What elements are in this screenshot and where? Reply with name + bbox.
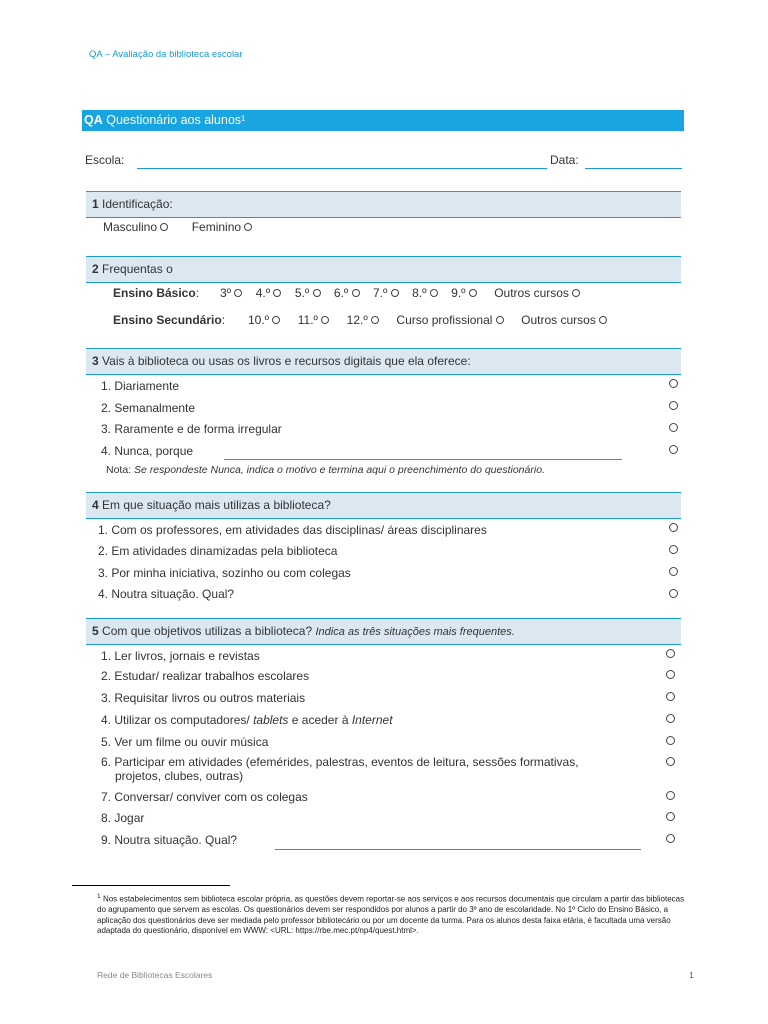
page-number: 1 (689, 970, 694, 980)
radio-outros-secundario[interactable] (599, 316, 607, 324)
radio-s5-7[interactable] (666, 791, 675, 800)
option-outros-basico: Outros cursos (494, 286, 569, 300)
radio-masculino[interactable] (160, 223, 168, 231)
radio-s3-1[interactable] (669, 379, 678, 388)
list-item: 9. Noutra situação. Qual? (101, 833, 238, 847)
document-header: QA – Avaliação da biblioteca escolar (89, 49, 243, 60)
radio-10[interactable] (272, 316, 280, 324)
list-item: 3. Requisitar livros ou outros materiais (101, 691, 306, 705)
section-4-title: Em que situação mais utilizas a biblioteca? (102, 498, 331, 512)
ensino-basico-label: Ensino Básico (113, 286, 196, 300)
radio-outros-basico[interactable] (572, 289, 580, 297)
ensino-secundario-label: Ensino Secundário (113, 313, 222, 327)
option-feminino-label: Feminino (191, 220, 242, 234)
footnote (97, 892, 687, 937)
section-1-number: 1 (92, 197, 99, 211)
note-text: Se respondeste Nunca, indica o motivo e termina aqui o preenchimento do questionário. (134, 464, 545, 476)
list-item: 7. Conversar/ conviver com os colegas (101, 790, 308, 804)
radio-s4-4[interactable] (669, 589, 678, 598)
section-1-header (86, 191, 681, 218)
radio-s5-9[interactable] (666, 834, 675, 843)
form-code: QA (84, 113, 103, 127)
radio-11[interactable] (321, 316, 329, 324)
radio-s5-3[interactable] (666, 692, 675, 701)
escola-input-line[interactable] (137, 168, 547, 169)
footer-org: Rede de Bibliotecas Escolares (97, 970, 213, 980)
ensino-secundario-row: Ensino Secundário: (113, 313, 226, 327)
section-4-header (86, 492, 681, 519)
option-6: 6.º (333, 286, 349, 300)
radio-s5-5[interactable] (666, 736, 675, 745)
list-item: 2. Estudar/ realizar trabalhos escolares (101, 669, 310, 683)
item4-text-a: 4. Utilizar os computadores/ (101, 713, 250, 727)
nunca-reason-input-line[interactable] (224, 459, 622, 460)
section-2-number: 2 (92, 262, 99, 276)
section-3-header (86, 348, 681, 375)
radio-s4-3[interactable] (669, 567, 678, 576)
item4-text-c: e aceder à (291, 713, 349, 727)
list-item (101, 713, 393, 727)
list-item: 1. Ler livros, jornais e revistas (101, 649, 260, 663)
form-title: Questionário aos alunos¹ (106, 113, 246, 127)
option-5: 5.º (294, 286, 310, 300)
radio-s3-2[interactable] (669, 401, 678, 410)
radio-9[interactable] (469, 289, 477, 297)
radio-5[interactable] (313, 289, 321, 297)
list-item: 1. Com os professores, em atividades das disciplinas/ áreas disciplinares (98, 523, 487, 537)
ensino-secundario-options (248, 313, 607, 327)
option-12: 12.º (346, 313, 368, 327)
radio-s5-1[interactable] (666, 649, 675, 658)
noutra-situacao-input-line[interactable] (275, 849, 641, 850)
section-4-number: 4 (92, 498, 99, 512)
option-outros-secundario: Outros cursos (521, 313, 596, 327)
list-item: 1. Diariamente (101, 379, 180, 393)
option-masculino-label: Masculino (103, 220, 158, 234)
radio-12[interactable] (371, 316, 379, 324)
section-2-header (86, 256, 681, 283)
option-4: 4.º (255, 286, 271, 300)
option-curso-profissional: Curso profissional (396, 313, 493, 327)
radio-7[interactable] (391, 289, 399, 297)
option-10: 10.º (248, 313, 270, 327)
option-8: 8.º (412, 286, 427, 300)
ensino-basico-options (220, 286, 580, 300)
radio-s3-3[interactable] (669, 423, 678, 432)
footnote-text: Nos estabelecimentos sem biblioteca escolar própria, as questões devem reportar-se aos serviços e aos recursos documentais que circulam a partir das bibliotecas do agrupamento que servem as escolas. Os questionários devem ser respondidos por alunos a partir do 3º ano de escolaridade. No 1º Ciclo do Ensino Básico, a aplicação dos questionários deve ser mediada pelo professor bibliotecário ou por um docente da turma. Para os alunos desta faixa etária, é facultada uma versão adaptada do questionário, disponível em WWW: <URL: https://rbe.mec.pt/np4/quest.html>. (97, 894, 685, 936)
radio-s5-2[interactable] (666, 670, 675, 679)
list-item-continuation: projetos, clubes, outras) (115, 769, 244, 783)
list-item: 5. Ver um filme ou ouvir música (101, 735, 269, 749)
radio-feminino[interactable] (244, 223, 252, 231)
escola-label: Escola: (85, 153, 125, 167)
section-5-hint: Indica as três situações mais frequentes. (315, 626, 515, 638)
radio-s5-6[interactable] (666, 757, 675, 766)
radio-4[interactable] (273, 289, 281, 297)
note-label: Nota: (106, 464, 132, 476)
section-5-number: 5 (92, 624, 99, 638)
list-item: 6. Participar em atividades (efemérides, palestras, eventos de leitura, sessões formativas, (101, 755, 579, 769)
list-item: 2. Em atividades dinamizadas pela biblioteca (98, 544, 338, 558)
radio-6[interactable] (352, 289, 360, 297)
data-input-line[interactable] (585, 168, 682, 169)
option-9: 9.º (451, 286, 466, 300)
section-2-title: Frequentas o (102, 262, 173, 276)
section-5-header (86, 618, 681, 645)
ensino-basico-row: Ensino Básico: (113, 286, 200, 300)
data-label: Data: (550, 153, 579, 167)
item4-text-d: Internet (351, 713, 393, 727)
section-3-number: 3 (92, 354, 99, 368)
list-item: 4. Noutra situação. Qual? (98, 587, 235, 601)
section-3-title: Vais à biblioteca ou usas os livros e recursos digitais que ela oferece: (102, 354, 471, 368)
list-item: 4. Nunca, porque (101, 444, 194, 458)
section-5-title: Com que objetivos utilizas a biblioteca? (102, 624, 313, 638)
list-item: 2. Semanalmente (101, 401, 196, 415)
list-item: 8. Jogar (101, 811, 145, 825)
radio-s5-4[interactable] (666, 714, 675, 723)
radio-8[interactable] (430, 289, 438, 297)
item4-text-b: tablets (253, 713, 289, 727)
gender-options (103, 220, 252, 234)
list-item: 3. Raramente e de forma irregular (101, 422, 282, 436)
footnote-divider (72, 885, 230, 886)
radio-s5-8[interactable] (666, 812, 675, 821)
radio-s4-2[interactable] (669, 545, 678, 554)
radio-s3-4[interactable] (669, 445, 678, 454)
form-title-bar (82, 110, 684, 131)
radio-3[interactable] (234, 289, 242, 297)
radio-curso-profissional[interactable] (496, 316, 504, 324)
option-11: 11.º (297, 313, 318, 327)
section-3-note (106, 464, 545, 476)
radio-s4-1[interactable] (669, 523, 678, 532)
option-7: 7.º (372, 286, 388, 300)
list-item: 3. Por minha iniciativa, sozinho ou com colegas (98, 566, 351, 580)
option-3: 3º (220, 286, 232, 300)
section-1-title: Identificação: (102, 197, 173, 211)
footnote-mark: 1 (97, 893, 101, 900)
